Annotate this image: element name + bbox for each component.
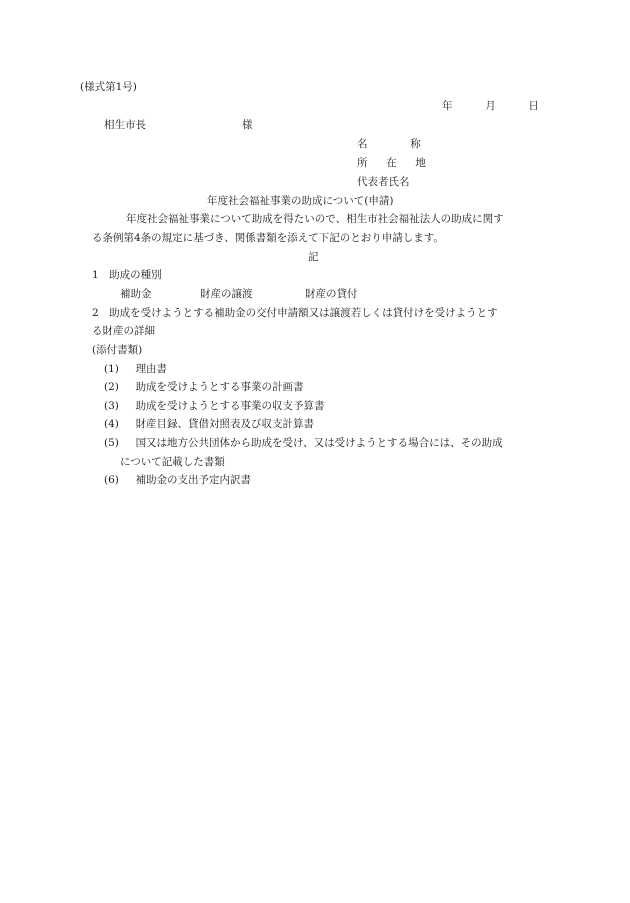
form-number: (様式第1号): [80, 81, 137, 93]
attachment-text: 財産目録、貸借対照表及び収支計算書: [135, 418, 315, 430]
addressee-name: 相生市長: [104, 119, 146, 131]
item2-line-2: る財産の詳細: [92, 325, 155, 337]
date-month: 月: [485, 100, 496, 112]
attachment-text: 理由書: [135, 363, 168, 375]
body-line-2: る条例第4条の規定に基づき、関係書類を添えて下記のとおり申請します。: [92, 232, 444, 244]
item1-option-lending: 財産の貸付: [305, 288, 358, 300]
item1-heading: 1 助成の種別: [92, 269, 162, 281]
applicant-address-row: [357, 156, 426, 170]
address-label-2: 在: [386, 157, 397, 169]
item2-line-1: 2 助成を受けようとする補助金の交付申請額又は譲渡若しくは貸付けを受けようとす: [92, 307, 498, 319]
addressee-honorific: 様: [242, 119, 253, 131]
representative-label: 代表者氏名: [357, 176, 410, 188]
attachment-text: 助成を受けようとする事業の計画書: [135, 381, 304, 393]
attachment-item: [104, 473, 251, 487]
record-heading: 記: [308, 251, 319, 263]
attachments-heading: (添付書類): [92, 344, 143, 356]
item1-option-transfer: 財産の譲渡: [200, 288, 253, 300]
attachment-text: 助成を受けようとする事業の収支予算書: [135, 400, 325, 412]
name-label-2: 称: [410, 138, 421, 150]
attachment-text: 国又は地方公共団体から助成を受け、又は受けようとする場合には、その助成: [135, 437, 503, 449]
attachment-num: (5): [104, 437, 119, 449]
attachment-num: (3): [104, 400, 119, 412]
applicant-name-row: [357, 137, 421, 151]
attachment-item: [104, 362, 167, 376]
body-line-1: 年度社会福祉事業について助成を得たいので、相生市社会福祉法人の助成に関す: [126, 213, 504, 225]
item1-option-subsidy: 補助金: [120, 288, 152, 300]
attachment-num: (2): [104, 381, 119, 393]
attachment-item: [104, 380, 304, 394]
attachment-num: (4): [104, 418, 119, 430]
address-label-1: 所: [357, 157, 368, 169]
attachment-item: [104, 417, 314, 431]
attachment-num: (1): [104, 363, 119, 375]
attachment-item: [104, 399, 325, 413]
attachment-item: [104, 436, 503, 450]
attachment-text: 補助金の支出予定内訳書: [135, 474, 252, 486]
attachment-item-continuation: について記載した書類: [120, 456, 225, 468]
address-label-3: 地: [415, 157, 426, 169]
date-year: 年: [442, 100, 453, 112]
attachment-num: (6): [104, 474, 119, 486]
document-title: 年度社会福祉事業の助成について(申請): [207, 195, 394, 207]
name-label-1: 名: [357, 138, 368, 150]
date-line: [442, 99, 539, 113]
date-day: 日: [528, 100, 539, 112]
